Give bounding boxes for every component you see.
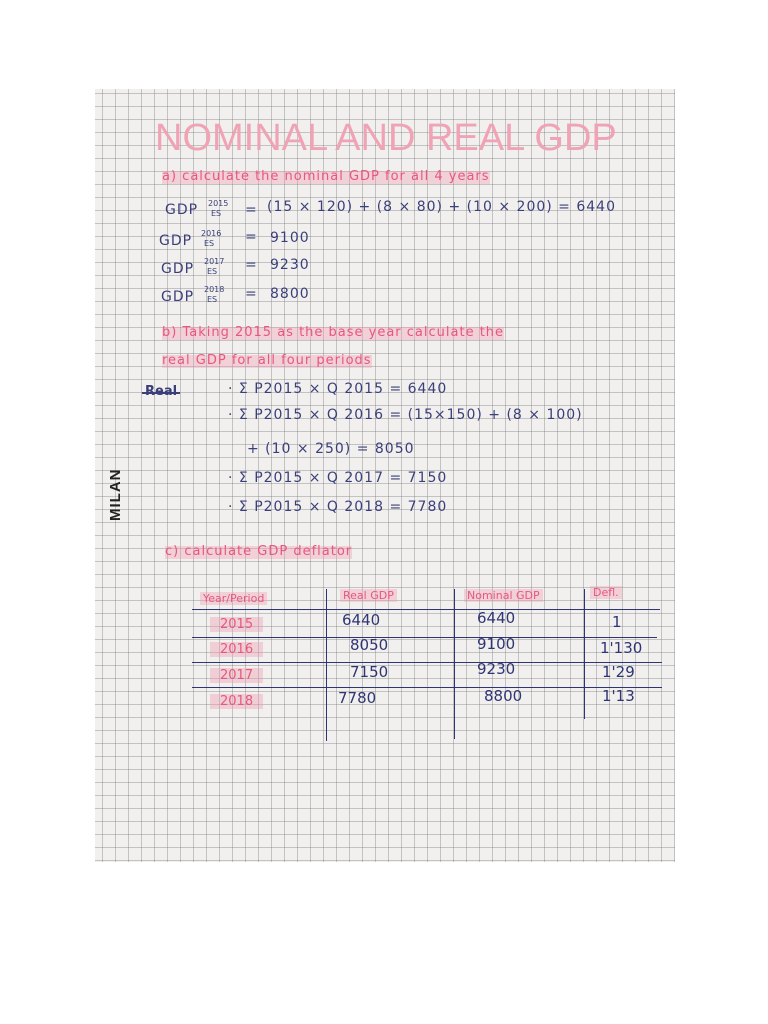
gdp-expr: 9230	[270, 257, 310, 273]
gdp-expr: 9100	[270, 230, 310, 246]
table-header: Defl.	[590, 586, 622, 599]
nominal-gdp-cell: 8800	[484, 687, 523, 705]
deflator-table	[192, 586, 662, 844]
deflator-cell: 1'13	[602, 687, 635, 705]
part-b-heading-line1: b) Taking 2015 as the base year calculate the	[162, 325, 505, 340]
page-title: NOMINAL AND REAL GDP	[155, 117, 617, 159]
gdp-sub: ES	[211, 209, 222, 218]
real-gdp-line: · Σ P2015 × Q 2018 = 7780	[228, 499, 448, 515]
real-gdp-cell: 8050	[350, 636, 389, 654]
nominal-gdp-cell: 9100	[477, 635, 516, 653]
part-c-heading: c) calculate GDP deflator	[165, 544, 353, 559]
nominal-gdp-cell: 9230	[477, 660, 516, 678]
gdp-year: 2015	[208, 199, 229, 208]
gdp-eq: =	[245, 229, 258, 245]
table-header: Year/Period	[200, 592, 267, 605]
real-gdp-line: · Σ P2015 × Q 2015 = 6440	[228, 381, 448, 397]
gdp-label: GDP	[165, 202, 199, 218]
gdp-eq: =	[245, 257, 258, 273]
table-rule	[584, 589, 585, 719]
table-header: Real GDP	[340, 589, 397, 602]
year-cell: 2018	[210, 694, 263, 709]
gdp-label: GDP	[161, 289, 195, 305]
table-header: Nominal GDP	[464, 589, 543, 602]
table-rule	[326, 589, 327, 741]
gdp-sub: ES	[207, 295, 218, 304]
gdp-eq: =	[245, 286, 258, 302]
deflator-cell: 1	[612, 613, 622, 631]
table-rule	[454, 589, 455, 739]
real-gdp-line: · Σ P2015 × Q 2017 = 7150	[228, 470, 448, 486]
gdp-sub: ES	[207, 267, 218, 276]
gdp-label: GDP	[159, 233, 193, 249]
deflator-cell: 1'29	[602, 663, 635, 681]
crossed-out-word: Real	[145, 384, 178, 399]
part-a-heading: a) calculate the nominal GDP for all 4 years	[162, 169, 490, 184]
real-gdp-cell: 7780	[338, 689, 377, 707]
notebook-page	[95, 89, 675, 862]
nominal-gdp-cell: 6440	[477, 609, 516, 627]
gdp-year: 2016	[201, 229, 222, 238]
gdp-label: GDP	[161, 261, 195, 277]
brand-logo: MILAN	[107, 468, 124, 521]
gdp-year: 2018	[204, 285, 225, 294]
real-gdp-cell: 7150	[350, 663, 389, 681]
gdp-expr: (15 × 120) + (8 × 80) + (10 × 200) = 6440	[267, 199, 616, 215]
table-rule	[192, 609, 660, 610]
table-rule	[192, 637, 657, 638]
gdp-sub: ES	[204, 239, 215, 248]
year-cell: 2017	[210, 668, 263, 683]
gdp-year: 2017	[204, 257, 225, 266]
table-rule	[192, 662, 662, 663]
gdp-expr: 8800	[270, 286, 310, 302]
year-cell: 2015	[210, 617, 263, 632]
gdp-eq: =	[245, 202, 258, 218]
table-rule	[192, 687, 662, 688]
part-b-heading-line2: real GDP for all four periods	[162, 353, 372, 368]
real-gdp-cell: 6440	[342, 611, 381, 629]
real-gdp-line: + (10 × 250) = 8050	[247, 441, 415, 457]
real-gdp-line: · Σ P2015 × Q 2016 = (15×150) + (8 × 100)	[228, 407, 583, 423]
deflator-cell: 1'130	[600, 639, 643, 657]
year-cell: 2016	[210, 642, 263, 657]
